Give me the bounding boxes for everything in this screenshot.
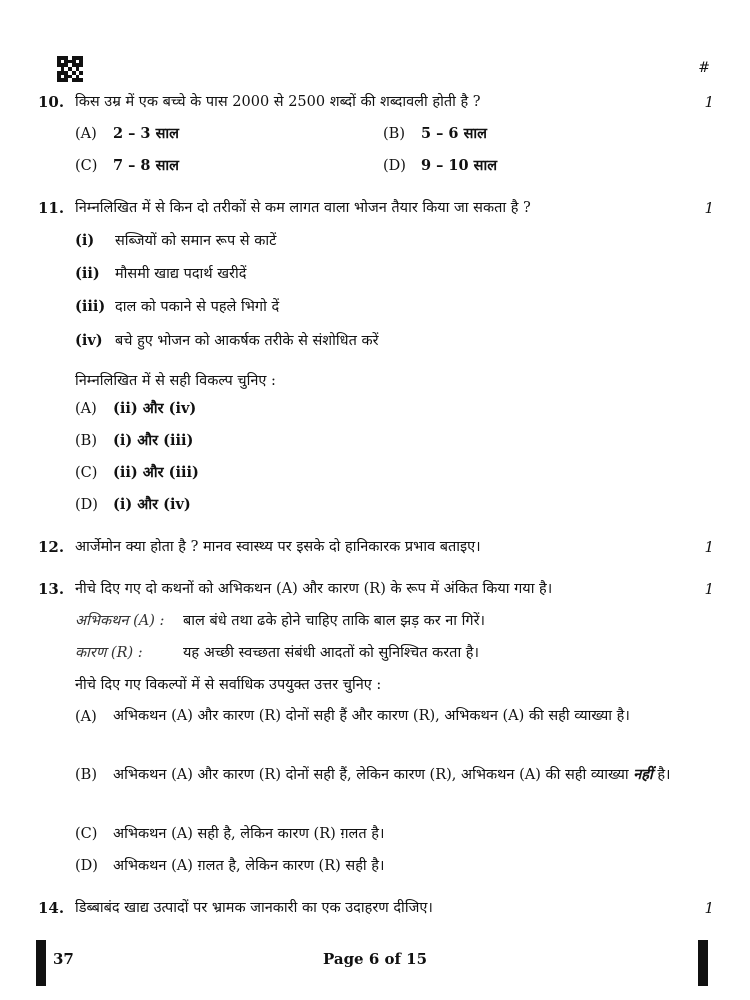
question-text: किस उम्र में एक बच्चे के पास 2000 से 2500 शब्दों की शब्दावली होती है ? [75, 94, 481, 110]
option-b: अभिकथन (A) और कारण (R) दोनों सही हैं, लेकिन कारण (R), अभिकथन (A) की सही व्याख्या नहीं है। [113, 766, 671, 783]
option-a: अभिकथन (A) और कारण (R) दोनों सही हैं और कारण (R), अभिकथन (A) की सही व्याख्या है। [113, 708, 630, 724]
option-d: (D) अभिकथन (A) ग़लत है, लेकिन कारण (R) सही है। [75, 858, 385, 874]
question-marks: 1 [704, 538, 714, 556]
option-b: (B) (i) और (iii) [75, 432, 194, 449]
question-text: नीचे दिए गए दो कथनों को अभिकथन (A) और कारण (R) के रूप में अंकित किया गया है। [75, 581, 553, 597]
option-c: (C) (ii) और (iii) [75, 464, 199, 481]
list-item: (iii) दाल को पकाने से पहले भिगो दें [75, 298, 280, 315]
option-b: (B) 5 – 6 साल [383, 125, 487, 142]
option-c: (C) अभिकथन (A) सही है, लेकिन कारण (R) ग़लत है। [75, 826, 385, 842]
question-marks: 1 [704, 580, 714, 598]
option-d: (D) (i) और (iv) [75, 496, 191, 513]
question-marks: 1 [704, 93, 714, 111]
instruction: नीचे दिए गए विकल्पों में से सर्वाधिक उपयुक्त उत्तर चुनिए : [75, 677, 382, 693]
question-number: 10. [38, 93, 65, 111]
question-text: निम्नलिखित में से किन दो तरीकों से कम लागत वाला भोजन तैयार किया जा सकता है ? [75, 200, 531, 216]
question-number: 13. [38, 580, 65, 598]
list-item: (ii) मौसमी खाद्य पदार्थ खरीदें [75, 265, 247, 282]
option-a: (A) 2 – 3 साल [75, 125, 179, 142]
instruction: निम्नलिखित में से सही विकल्प चुनिए : [75, 373, 276, 389]
hash-mark: # [698, 60, 710, 76]
question-number: 14. [38, 899, 65, 917]
assertion: अभिकथन (A) : बाल बंधे तथा ढके होने चाहिए ताकि बाल झड़ कर ना गिरें। [75, 613, 485, 629]
paper-code: 37 [53, 950, 74, 968]
option-c: (C) 7 – 8 साल [75, 157, 179, 174]
question-number: 12. [38, 538, 65, 556]
qr-code [57, 56, 83, 82]
question-marks: 1 [704, 899, 714, 917]
emphasis: नहीं [633, 766, 653, 783]
option-b-label: (B) [75, 767, 97, 783]
question-text: आर्जेमोन क्या होता है ? मानव स्वास्थ्य पर इसके दो हानिकारक प्रभाव बताइए। [75, 539, 481, 555]
question-marks: 1 [704, 199, 714, 217]
option-d: (D) 9 – 10 साल [383, 157, 498, 174]
list-item: (iv) बचे हुए भोजन को आकर्षक तरीके से संशोधित करें [75, 332, 379, 349]
option-a: (A) (ii) और (iv) [75, 400, 197, 417]
question-number: 11. [38, 199, 65, 217]
reason: कारण (R) : यह अच्छी स्वच्छता संबंधी आदतों को सुनिश्चित करता है। [75, 645, 480, 661]
page-number: Page 6 of 15 [322, 950, 428, 968]
footer-bar-right [698, 940, 708, 986]
option-a-label: (A) [75, 709, 97, 725]
list-item: (i) सब्जियों को समान रूप से काटें [75, 232, 277, 249]
question-text: डिब्बाबंद खाद्य उत्पादों पर भ्रामक जानकारी का एक उदाहरण दीजिए। [75, 900, 433, 916]
